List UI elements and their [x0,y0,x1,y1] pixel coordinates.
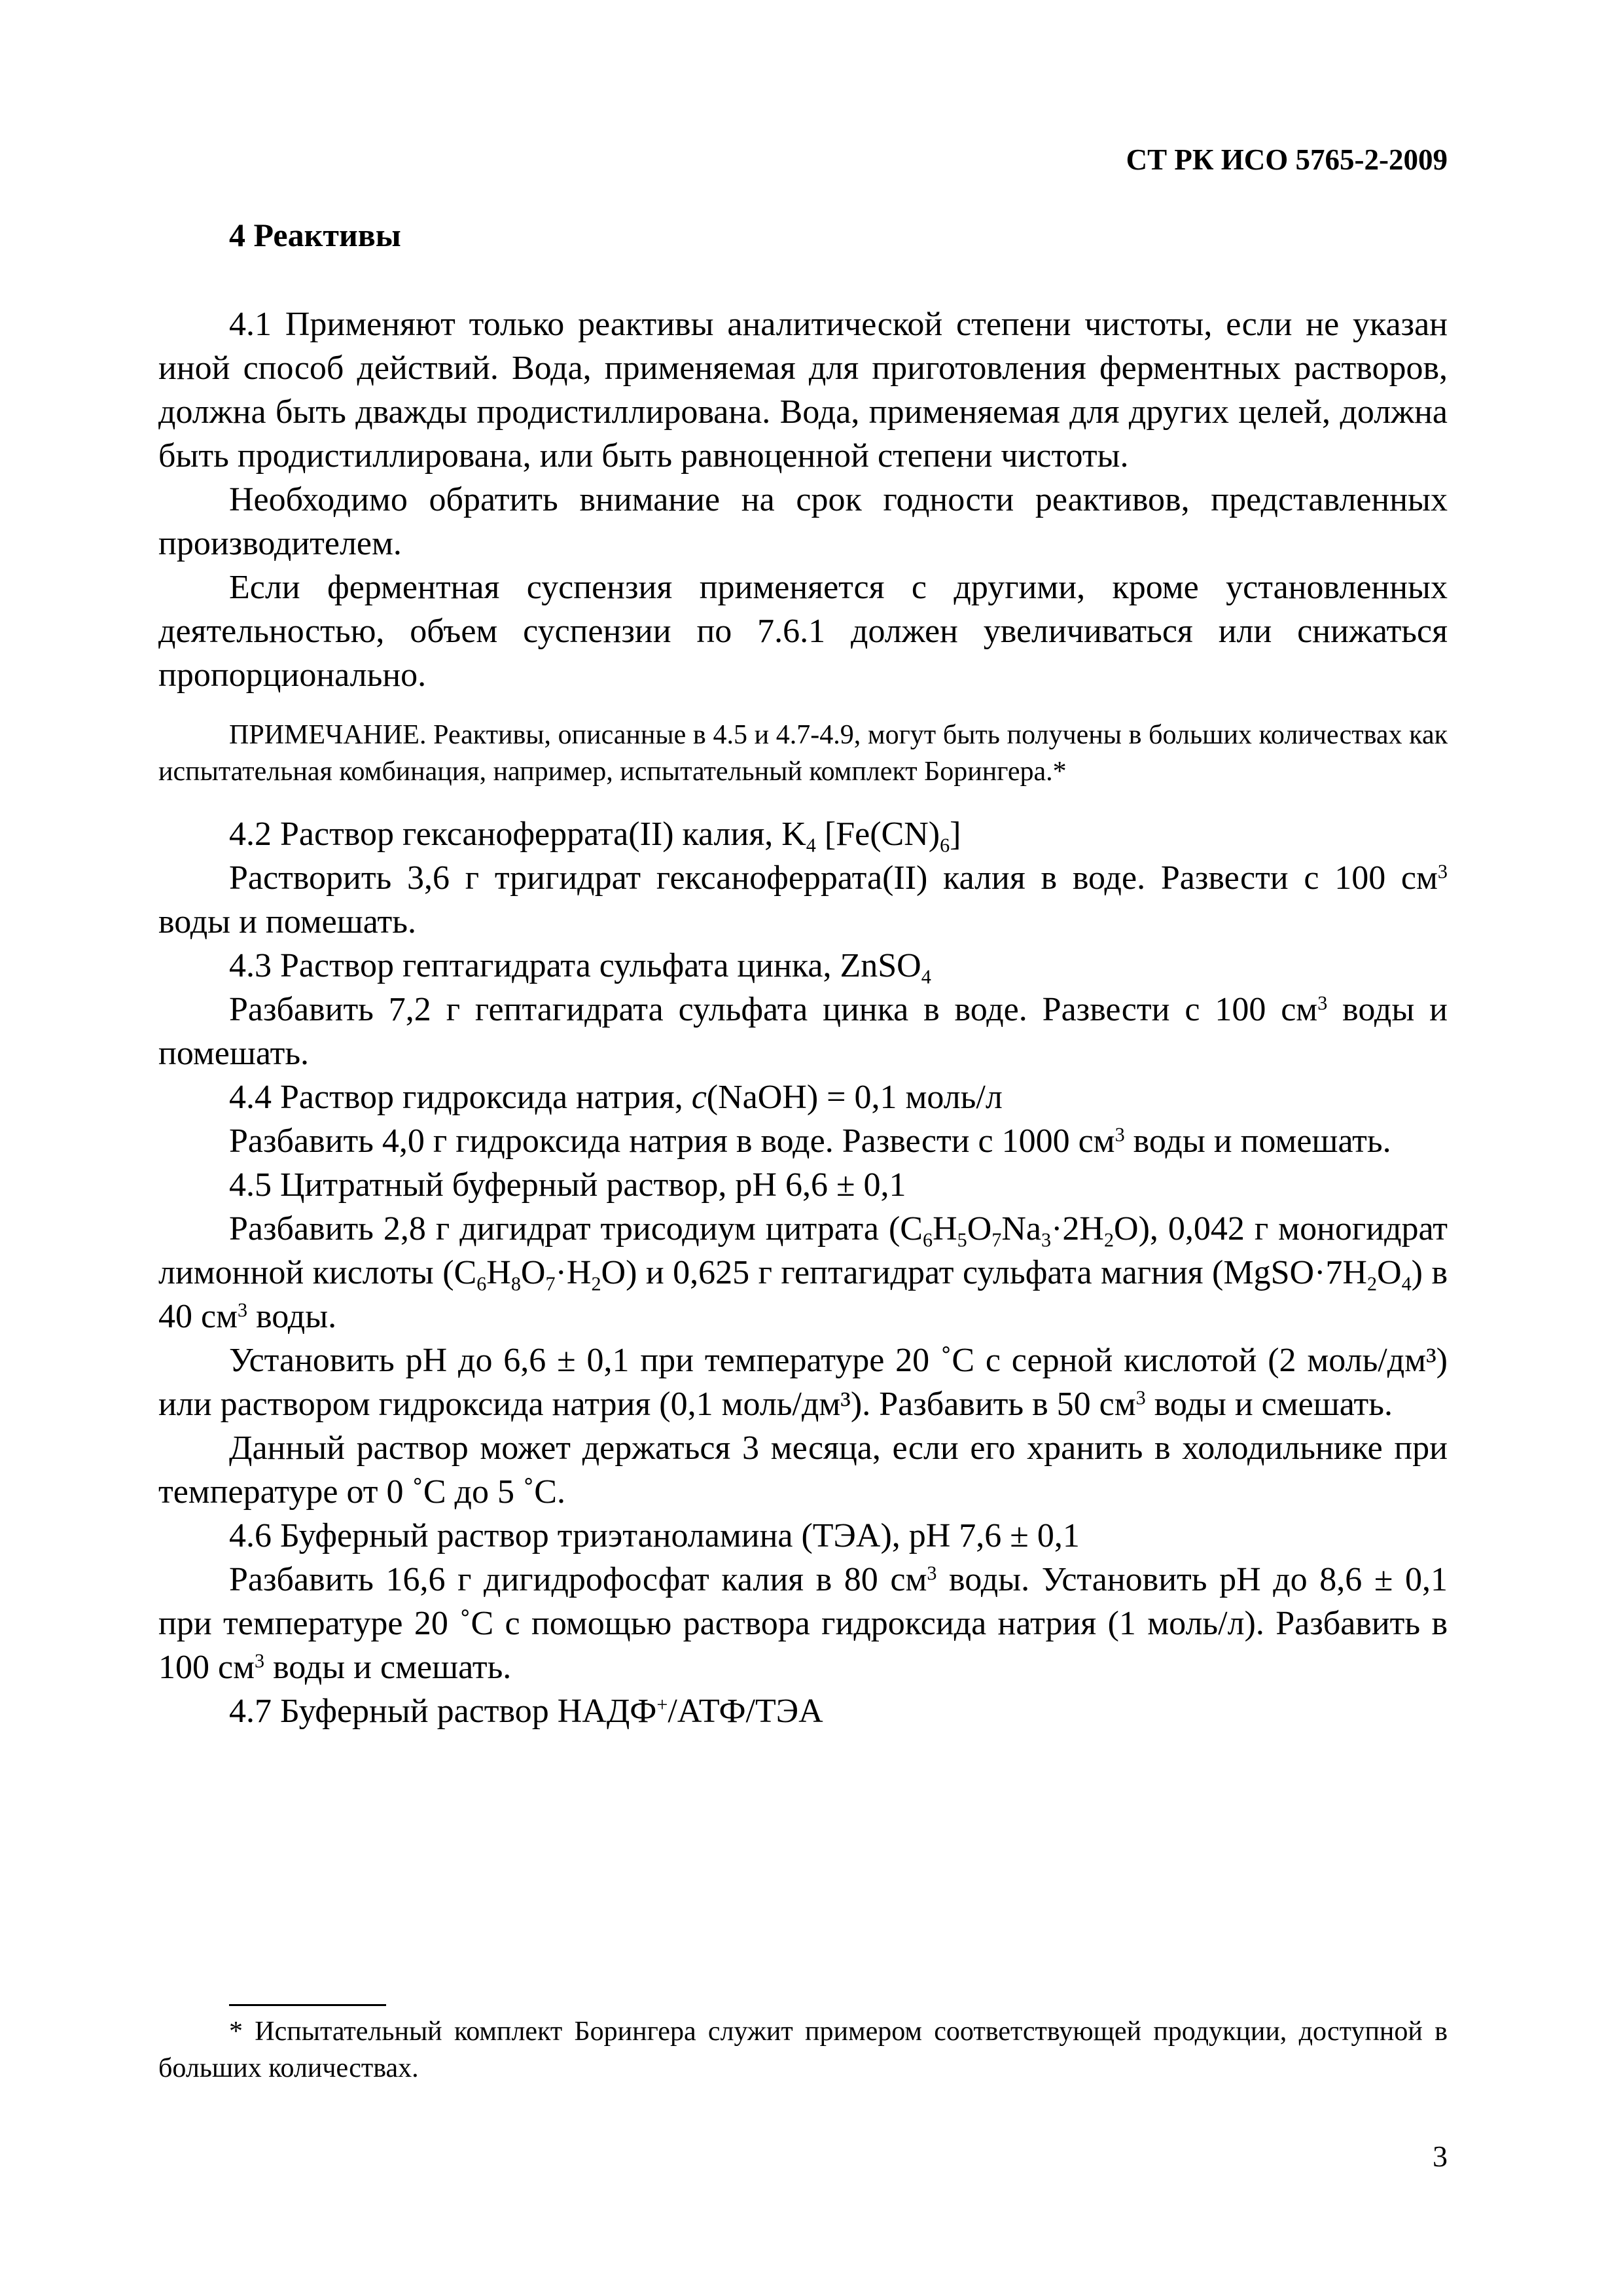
page-number: 3 [1433,2140,1448,2173]
document-id-header: СТ РК ИСО 5765-2-2009 [1126,143,1448,176]
footnote: * Испытательный комплект Борингера служит примером соответствующей продукции, доступной в больших количествах. [158,2017,1448,2083]
paragraph-4-4: Разбавить 4,0 г гидроксида натрия в воде. Развести с 1000 $см^3$ воды и помешать. [229,1122,1391,1160]
section-title: 4 Реактивы [229,217,401,253]
heading-4-5: 4.5 Цитратный буферный раствор, pH 6,6 ± 0,1 [229,1166,906,1204]
heading-4-4: 4.4 Раствор гидроксида натрия, c(NaOH) = 0,1 моль/л [229,1079,1003,1116]
paragraph-4-2: Растворить 3,6 г тригидрат гексаноферрата(II) калия в воде. Развести с 100 $см^3$ воды и помешать. [158,859,1448,941]
note-text: Реактивы, описанные в 4.5 и 4.7-4.9, могут быть получены в больших количествах как испытательная комбинация, например, испытательный комплект Борингера.* [158,720,1448,787]
paragraph-4-1-expiry: Необходимо обратить внимание на срок годности реактивов, представленных производителем. [158,481,1448,562]
paragraph-4-5: Разбавить 2,8 г дигидрат трисодиум цитрата $(C_6H_5O_7Na_3\cdot 2H_2O)$, 0,042 г моногидрат лимонной кислоты $(C_6H_8O_7\cdot H_2O)$ и 0,625 г гептагидрат сульфата магния $(MgSO\cdot 7H_2O_4)$ в 40 $см^3$ воды. [158,1210,1448,1335]
paragraph-4-1: 4.1 Применяют только реактивы аналитической степени чистоты, если не указан иной способ действий. Вода, применяемая для приготовления ферментных растворов, должна быть дважды продистиллирована. Вода, применяемая для других целей, должна быть продистиллирована, или быть равноценной степени чистоты. [158,306,1448,475]
paragraph-4-3: Разбавить 7,2 г гептагидрата сульфата цинка в воде. Развести с 100 $см^3$ воды и помешать. [158,991,1448,1072]
document-body [158,302,1448,1733]
note-label: ПРИМЕЧАНИЕ. [229,720,427,750]
note-block [158,717,1448,790]
paragraph-4-5-storage: Данный раствор может держаться 3 месяца, если его хранить в холодильнике при температуре от 0 ˚C до 5 ˚C. [158,1429,1448,1511]
heading-4-7: 4.7 Буферный раствор НАДФ+/АТФ/ТЭА [229,1693,823,1730]
paragraph-4-6: Разбавить 16,6 г дигидрофосфат калия в 80 $см^3$ воды. Установить pH до 8,6 ± 0,1 при температуре 20 ˚C с помощью раствора гидроксида натрия (1 моль/л). Разбавить в 100 $см^3$ воды и смешать. [158,1561,1448,1686]
heading-4-6: 4.6 Буферный раствор триэтаноламина (ТЭА), pH 7,6 ± 0,1 [229,1517,1080,1554]
footnote-separator [229,2004,386,2006]
heading-4-2: 4.2 Раствор гексаноферрата(II) калия, $K_4$ $[Fe(CN)_6]$ [229,816,961,857]
paragraph-4-1-suspension: Если ферментная суспензия применяется с другими, кроме установленных деятельностью, объем суспензии по 7.6.1 должен увеличиваться или снижаться пропорционально. [158,569,1448,694]
heading-4-3: 4.3 Раствор гептагидрата сульфата цинка, ZnSO$_4$ [229,947,931,988]
paragraph-4-5-ph: Установить pH до 6,6 ± 0,1 при температуре 20 ˚C с серной кислотой (2 моль/дм³) или раствором гидроксида натрия (0,1 моль/дм³). Разбавить в 50 $см^3$ воды и смешать. [158,1342,1448,1423]
